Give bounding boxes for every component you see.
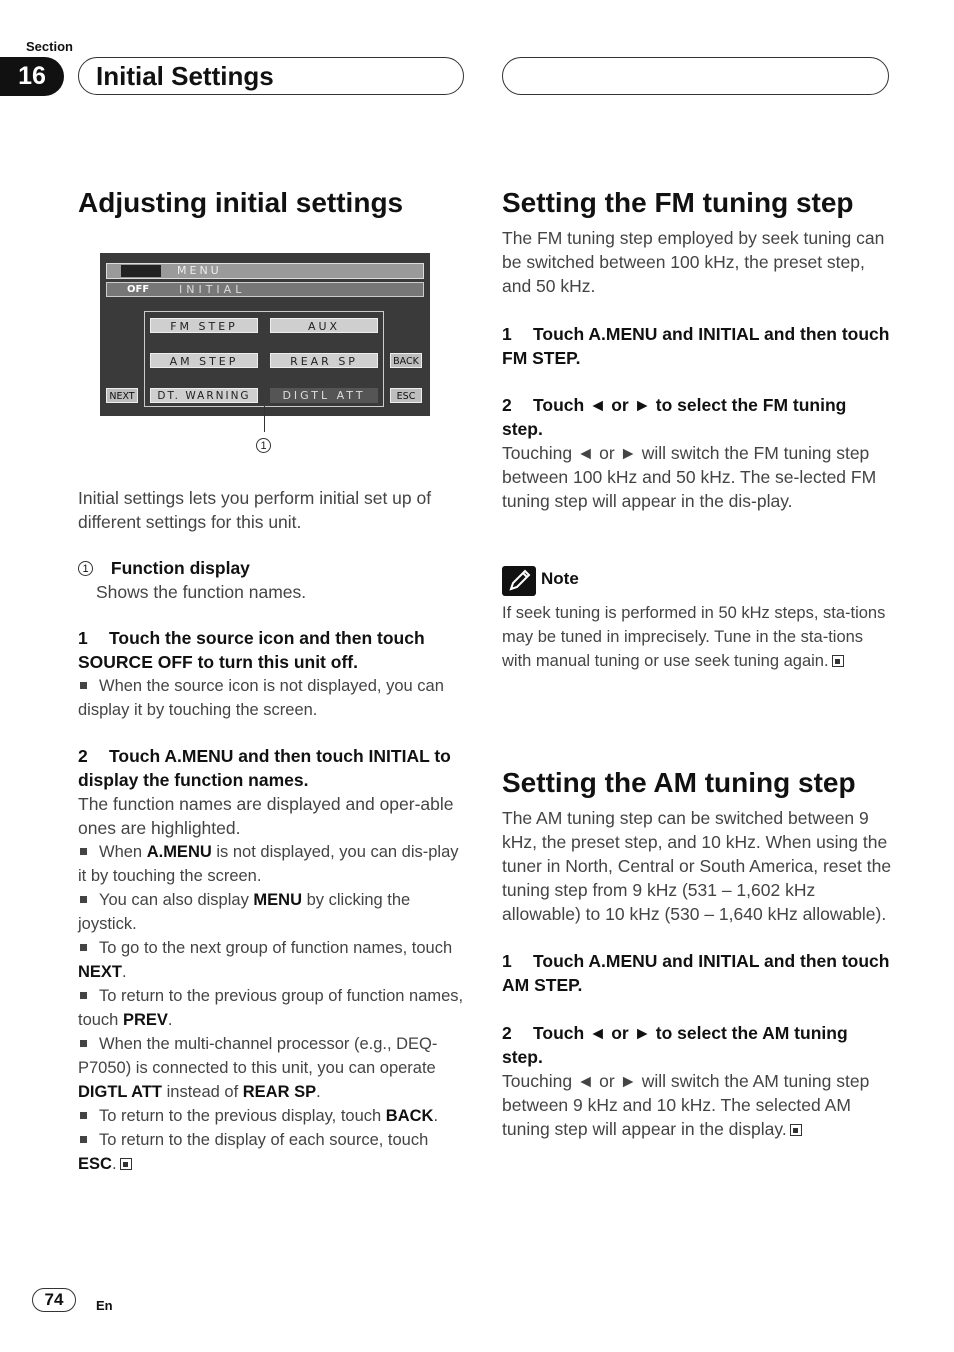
am-step-2: 2 Touch ◄ or ► to select the AM tuning step.: [502, 1023, 848, 1067]
off-label: OFF: [127, 284, 150, 295]
step-1: 1 Touch the source icon and then touch SOURCE OFF to turn this unit off.: [78, 628, 425, 672]
callout-number: 1: [256, 438, 271, 453]
left-heading: [78, 186, 403, 220]
aux-button[interactable]: AUX: [270, 318, 378, 333]
legend-number: 1: [78, 561, 93, 576]
section-number-badge: 16: [0, 57, 64, 96]
bullet-item: When the source icon is not displayed, you can display it by touching the screen.: [78, 677, 444, 719]
legend-title: Function display: [110, 558, 250, 578]
fm-step-1: 1 Touch A.MENU and INITIAL and then touch FM STEP.: [502, 324, 890, 368]
initial-bar: [106, 282, 424, 297]
dt-warning-button[interactable]: DT. WARNING: [150, 388, 258, 403]
note-text: If seek tuning is performed in 50 kHz steps, sta-tions may be tuned in imprecisely. Tune in the sta-tions with manual tuning or use seek tuning again.: [502, 604, 886, 670]
bullet-item: To return to the previous display, touch BACK.: [78, 1104, 464, 1128]
am-step-1: 1 Touch A.MENU and INITIAL and then touch AM STEP.: [502, 951, 890, 995]
bullet-item: You can also display MENU by clicking the joystick.: [78, 891, 411, 933]
language-code: En: [96, 1298, 113, 1313]
rear-sp-button[interactable]: REAR SP: [270, 353, 378, 368]
am-intro: The AM tuning step can be switched between 9 kHz, the preset step, and 10 kHz. When using the tuner in North, Central or South America, reset the tuning step from 9 kHz (531 – 1,602 kHz allowable) to 10 kHz (530 – 1,640 kHz allowable).: [502, 808, 892, 924]
fm-step-button[interactable]: FM STEP: [150, 318, 258, 333]
callout-line: [264, 406, 265, 432]
am-heading: [502, 766, 856, 800]
digtl-att-button[interactable]: DIGTL ATT: [270, 388, 378, 403]
bullet-item: To go to the next group of function names, touch NEXT.: [78, 939, 453, 981]
bullet-item: To return to the previous group of function names, touch PREV.: [78, 987, 464, 1029]
fm-step-2: 2 Touch ◄ or ► to select the FM tuning step.: [502, 395, 847, 439]
note-pencil-icon: [502, 566, 536, 596]
bullet-item: To return to the display of each source, touch ESC.: [78, 1131, 429, 1173]
section-label: Section: [26, 39, 73, 54]
legend-desc: Shows the function names.: [96, 582, 307, 602]
intro-text: Initial settings lets you perform initial set up of different settings for this unit.: [78, 488, 432, 532]
heading-adjusting-initial-settings: Adjusting initial settings: [78, 187, 404, 218]
menu-label: MENU: [177, 264, 222, 277]
am-step-button[interactable]: AM STEP: [150, 353, 258, 368]
next-button[interactable]: NEXT: [106, 388, 138, 403]
bullet-item: When the multi-channel processor (e.g., DEQ-P7050) is connected to this unit, you can operate DIGTL ATT instead of REAR SP.: [78, 1035, 438, 1101]
step-2: 2 Touch A.MENU and then touch INITIAL to display the function names.: [78, 746, 451, 790]
note-label: Note: [541, 569, 579, 588]
heading-am-tuning-step: Setting the AM tuning step: [502, 767, 856, 798]
bullet-item: When A.MENU is not displayed, you can dis-play it by touching the screen.: [78, 843, 459, 885]
am-column: [502, 806, 892, 1141]
section-title-frame-right: [502, 57, 889, 95]
section-title: Initial Settings: [96, 61, 274, 91]
function-display-image: [100, 253, 430, 416]
fm-step-2-body: Touching ◄ or ► will switch the FM tuning step between 100 kHz and 50 kHz. The se-lected FM tuning step will appear in the dis-play.: [502, 443, 877, 511]
menu-bar: [106, 263, 424, 279]
fm-column: [502, 226, 892, 513]
esc-button[interactable]: ESC: [390, 388, 422, 403]
left-column: [78, 486, 464, 1176]
end-mark-icon: [790, 1124, 802, 1136]
legend-item: [78, 556, 464, 580]
fm-heading: [502, 186, 854, 220]
initial-label: INITIAL: [179, 283, 246, 296]
am-step-2-body: Touching ◄ or ► will switch the AM tuning step between 9 kHz and 10 kHz. The selected AM tuning step will appear in the display.: [502, 1071, 870, 1139]
end-mark-icon: [120, 1158, 132, 1170]
step-2-body: The function names are displayed and oper-able ones are highlighted.: [78, 794, 454, 838]
heading-fm-tuning-step: Setting the FM tuning step: [502, 187, 854, 218]
fm-intro: The FM tuning step employed by seek tuning can be switched between 100 kHz, the preset step, and 50 kHz.: [502, 228, 885, 296]
page-number: 74: [32, 1288, 76, 1312]
callout-marker: [256, 438, 271, 456]
back-button[interactable]: BACK: [390, 353, 422, 368]
menu-source-box: [121, 265, 161, 277]
end-mark-icon: [832, 655, 844, 667]
